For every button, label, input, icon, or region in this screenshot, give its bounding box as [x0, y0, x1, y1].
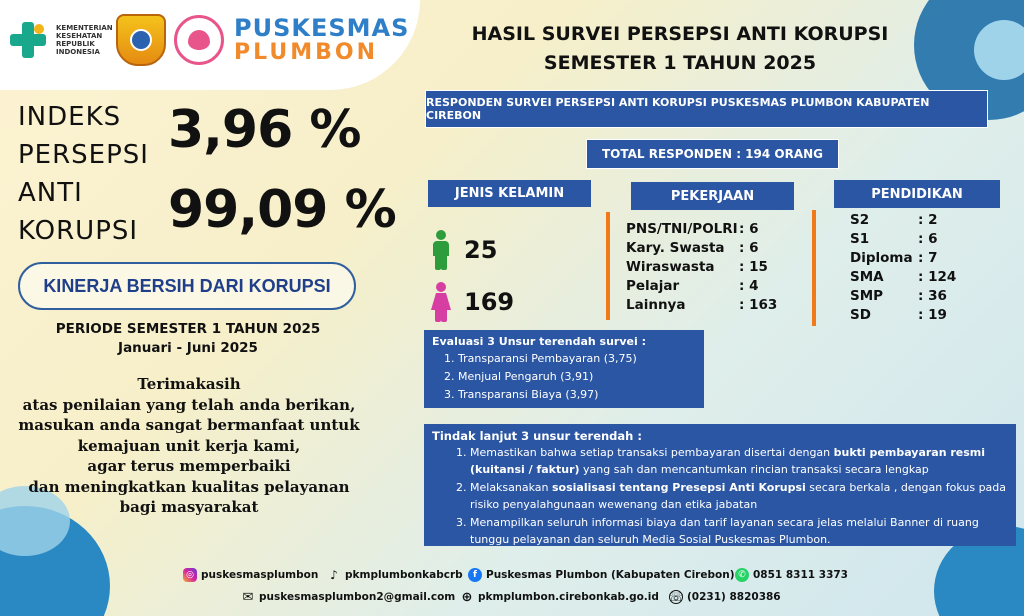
tiktok-icon: ♪ [330, 568, 338, 582]
indeks-label-line: PERSEPSI [18, 140, 149, 170]
list-item: Wiraswasta : 15 [626, 259, 768, 275]
male-person-icon [432, 230, 450, 270]
list-item: S2 : 2 [850, 212, 938, 228]
whatsapp-icon: ✆ [735, 568, 749, 582]
total-responden-box: TOTAL RESPONDEN : 194 ORANG [586, 139, 839, 169]
list-item: Diploma : 7 [850, 250, 938, 266]
page-title [430, 20, 930, 78]
list-item: SMP : 36 [850, 288, 947, 304]
logo-bar [8, 10, 409, 70]
list-item: 2. Menjual Pengaruh (3,91) [458, 368, 696, 386]
indeks-label-line: ANTI [18, 178, 83, 208]
footer-facebook[interactable]: f Puskesmas Plumbon (Kabupaten Cirebon) [468, 568, 735, 582]
thanks-line: dan meningkatkan kualitas pelayanan [28, 477, 350, 496]
list-item: S1 : 6 [850, 231, 938, 247]
pendidikan-header: PENDIDIKAN [834, 180, 1000, 208]
phone-icon: ☏ [668, 590, 684, 604]
male-count: 25 [464, 236, 498, 264]
title-line-2: SEMESTER 1 TAHUN 2025 [543, 52, 817, 74]
thanks-line: Terimakasih [137, 375, 241, 393]
thanks-line: atas penilaian yang telah anda berikan, [22, 395, 356, 414]
title-line-1: HASIL SURVEI PERSEPSI ANTI KORUPSI [471, 23, 889, 45]
thanks-line: kemajuan unit kerja kami, [77, 436, 301, 455]
brand-title [234, 15, 409, 65]
list-item: PNS/TNI/POLRI : 6 [626, 221, 759, 237]
list-item: SMA : 124 [850, 269, 957, 285]
email-icon: ✉ [242, 589, 254, 605]
globe-icon: ⊕ [461, 589, 473, 605]
brand-line-2: PLUMBON [234, 40, 378, 65]
gender-male-row [432, 230, 497, 270]
tindak-lanjut-box [424, 424, 1016, 546]
female-person-icon [432, 282, 450, 322]
footer-email[interactable]: ✉ puskesmasplumbon2@gmail.com [242, 589, 456, 605]
indeks-value-2: 99,09 % [168, 180, 396, 240]
instagram-icon: ◎ [183, 568, 197, 582]
indeks-label-line: KORUPSI [18, 216, 139, 246]
puskesmas-heart-logo-icon [174, 15, 224, 65]
pendidikan-accent-bar [812, 210, 816, 326]
brand-line-1: PUSKESMAS [234, 14, 410, 42]
periode-line-2: Januari - Juni 2025 [118, 340, 258, 356]
list-item: 1. Transparansi Pembayaran (3,75) [458, 350, 696, 368]
kemenkes-logo-icon [8, 20, 48, 60]
kinerja-badge: KINERJA BERSIH DARI KORUPSI [18, 262, 356, 310]
periode-line-1: PERIODE SEMESTER 1 TAHUN 2025 [55, 321, 321, 337]
evaluasi-title: Evaluasi 3 Unsur terendah survei : [432, 335, 646, 348]
jenis-kelamin-header: JENIS KELAMIN [428, 180, 591, 207]
pekerjaan-header: PEKERJAAN [631, 182, 794, 210]
list-item: 3. Transparansi Biaya (3,97) [458, 386, 696, 404]
list-item: 1. Memastikan bahwa setiap transaksi pembayaran disertai dengan bukti pembayaran resmi (kuitansi / faktur) yang sah dan mencantumkan rincian transaksi secara lengkap [470, 445, 1008, 478]
thanks-line: bagi masyarakat [119, 498, 259, 516]
kemenkes-text: KEMENTERIAN KESEHATAN REPUBLIK INDONESIA [56, 24, 113, 56]
list-item: SD : 19 [850, 307, 947, 323]
pekerjaan-accent-bar [606, 212, 610, 320]
indeks-value-1: 3,96 % [168, 100, 361, 160]
list-item: Lainnya : 163 [626, 297, 778, 313]
list-item: 2. Melaksanakan sosialisasi tentang Presepsi Anti Korupsi secara berkala , dengan fokus pada risiko penyalahgunaan wewenang dan etika jabatan [470, 480, 1008, 513]
list-item: 3. Menampilkan seluruh informasi biaya dan tarif layanan secara jelas melalui Banner di ruang tunggu pelayanan dan seluruh Media Sosial Puskesmas Plumbon. [470, 515, 1008, 548]
footer-website[interactable]: ⊕ pkmplumbon.cirebonkab.go.id [461, 589, 659, 605]
footer-instagram[interactable]: ◎ puskesmasplumbon [183, 568, 318, 582]
female-count: 169 [464, 288, 515, 316]
pekerjaan-list [626, 220, 777, 315]
kabupaten-cirebon-logo-icon [116, 14, 166, 66]
periode-text [18, 320, 358, 358]
indeks-label [18, 98, 149, 250]
tindak-lanjut-title: Tindak lanjut 3 unsur terendah : [432, 429, 642, 443]
footer-tiktok[interactable]: ♪ pkmplumbonkabcrb [327, 568, 463, 582]
thanks-line: masukan anda sangat bermanfaat untuk [18, 416, 360, 434]
facebook-icon: f [468, 568, 482, 582]
list-item: Kary. Swasta : 6 [626, 240, 759, 256]
thanks-line: agar terus memperbaiki [87, 457, 291, 475]
pendidikan-list [850, 211, 956, 325]
footer-whatsapp[interactable]: ✆ 0851 8311 3373 [735, 568, 848, 582]
indeks-label-line: INDEKS [18, 102, 122, 132]
footer-phone[interactable]: ☏ (0231) 8820386 [668, 590, 781, 604]
gender-female-row [432, 282, 514, 322]
thanks-message [14, 374, 364, 518]
list-item: Pelajar : 4 [626, 278, 759, 294]
responden-title-box: RESPONDEN SURVEI PERSEPSI ANTI KORUPSI PUSKESMAS PLUMBON KABUPATEN CIREBON [425, 90, 988, 128]
evaluasi-box [424, 330, 704, 408]
